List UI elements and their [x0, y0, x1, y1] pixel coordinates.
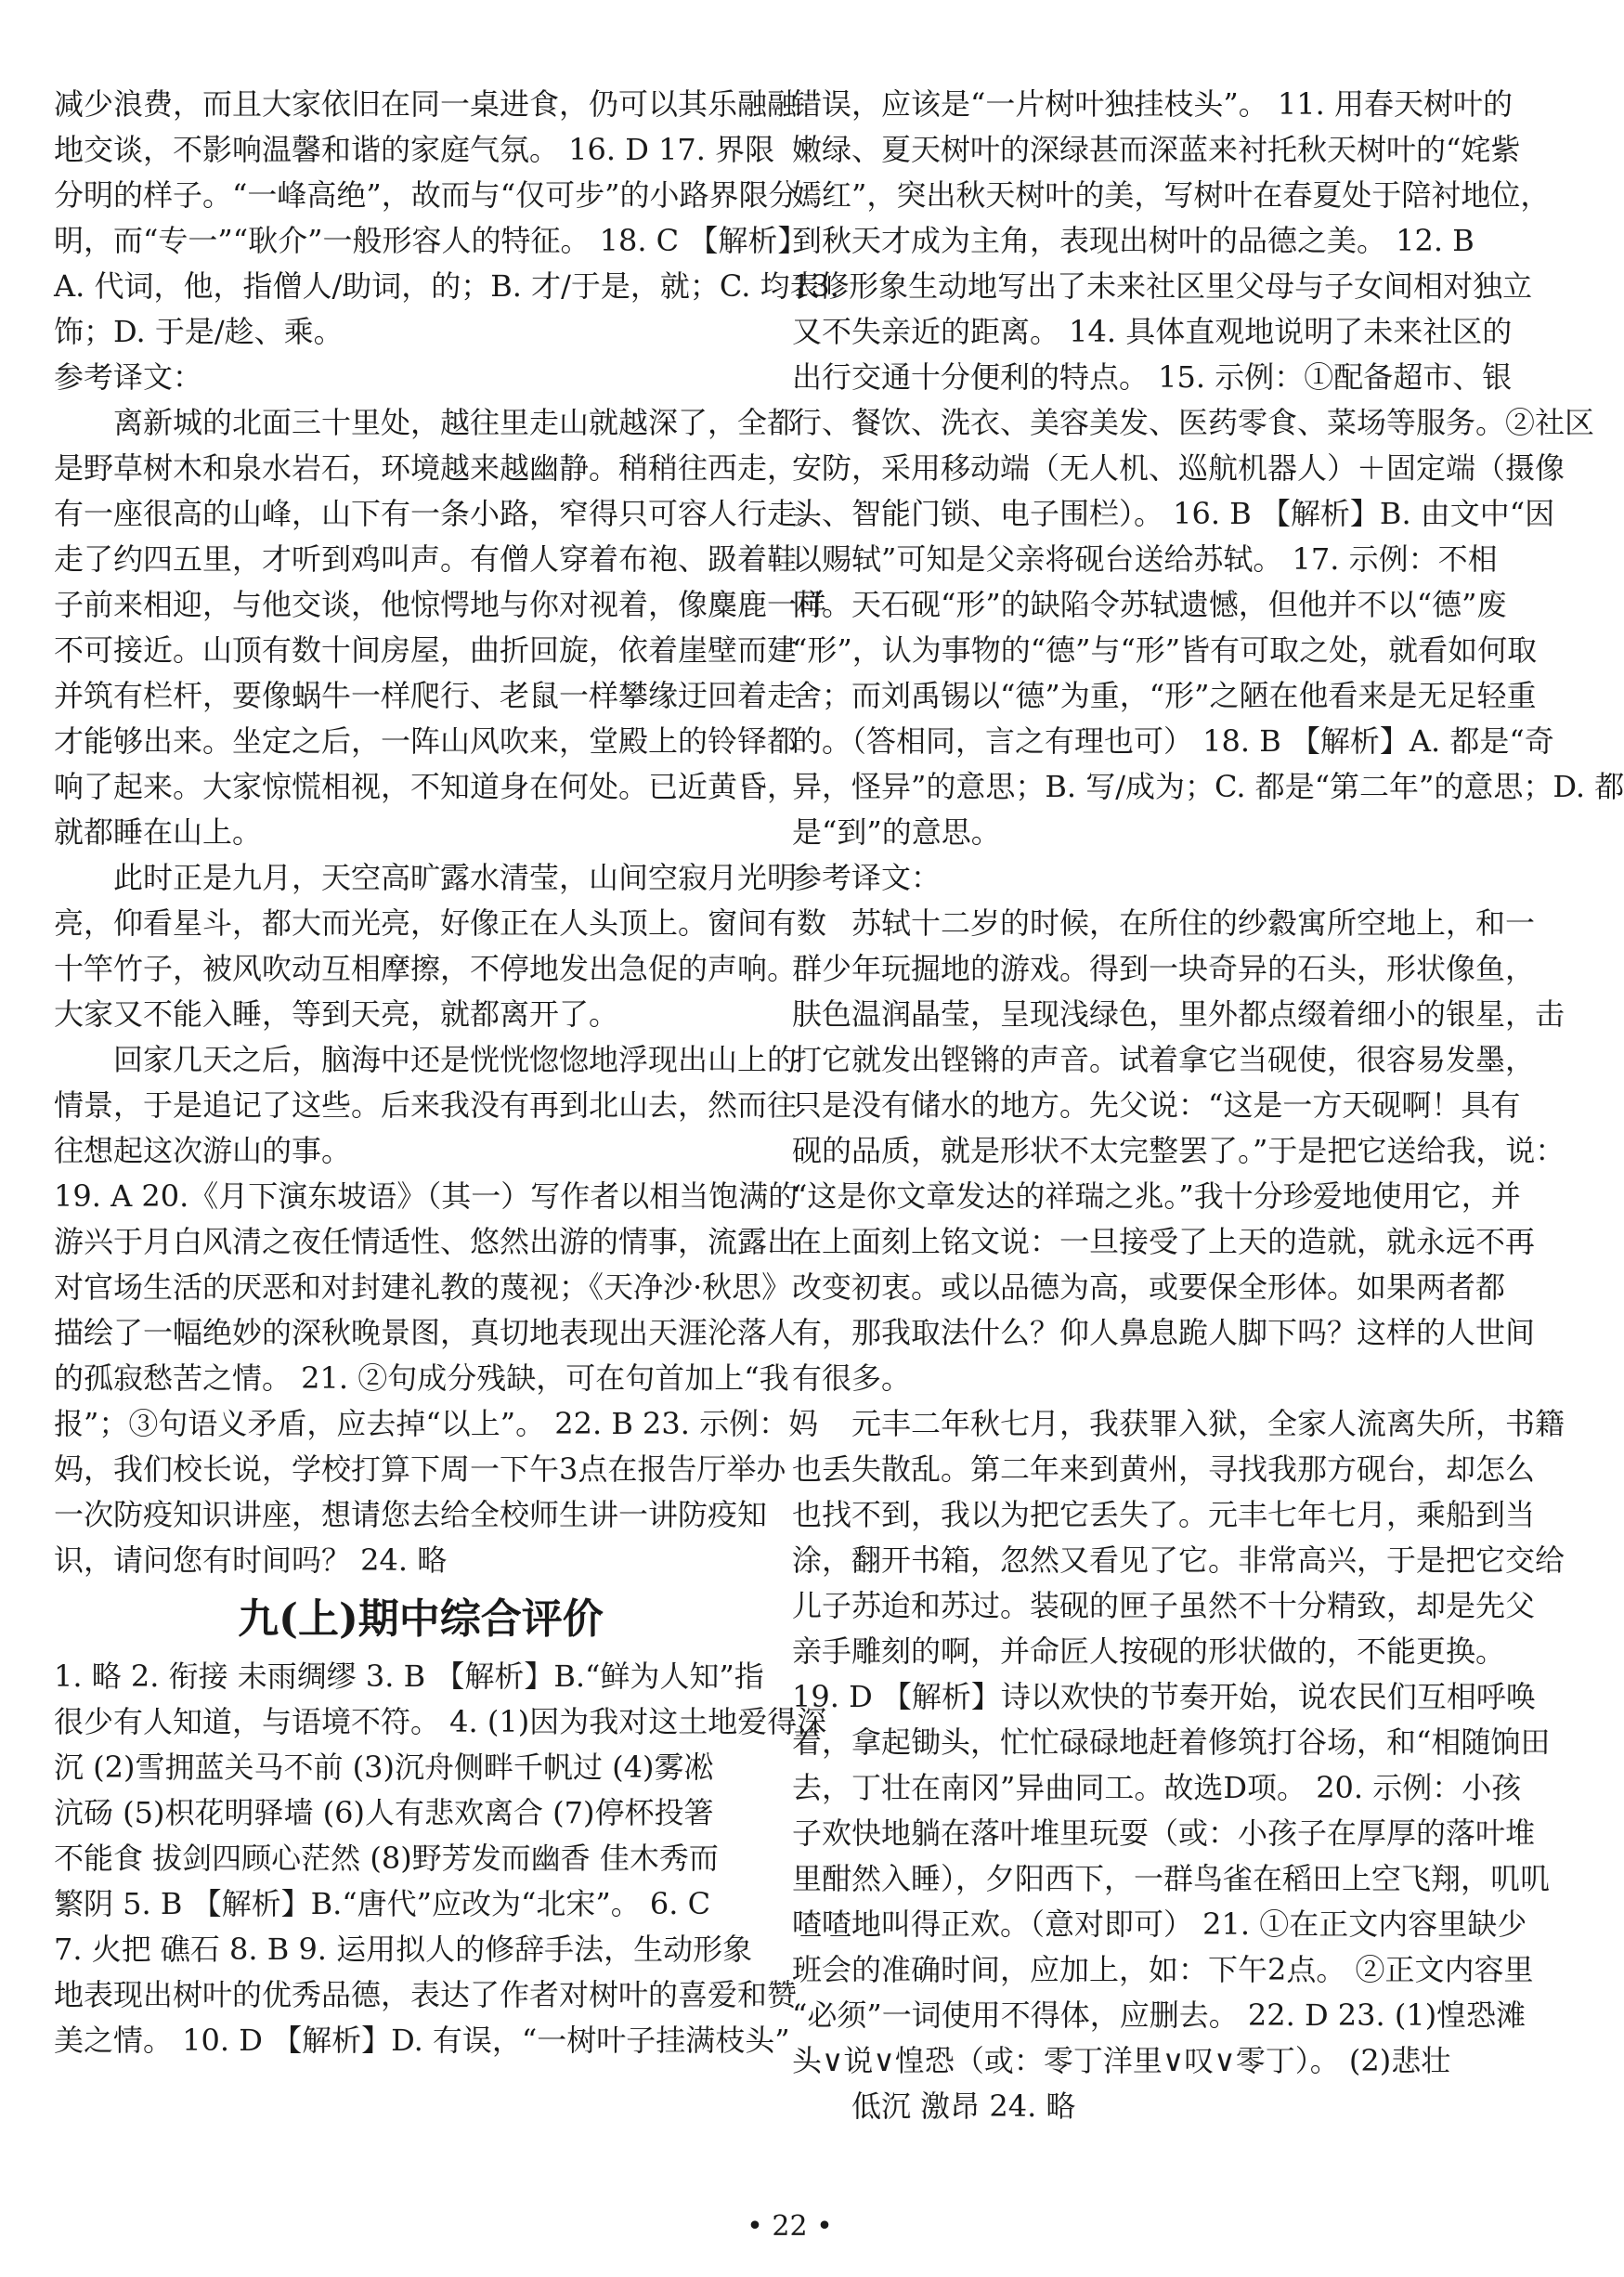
text-line: 1. 略 2. 衔接 未雨绸缪 3. B 【解析】B.“鲜为人知”指 — [54, 1659, 764, 1694]
text-line: 描绘了一幅绝妙的深秋晚景图，真切地表现出天涯沦落人 — [54, 1315, 798, 1350]
translation-label: 参考译文： — [54, 359, 203, 395]
text-line: 子欢快地躺在落叶堆里玩耍（或：小孩子在厚厚的落叶堆 — [792, 1815, 1536, 1851]
text-line: 元丰二年秋七月，我获罪入狱，全家人流离失所，书籍 — [851, 1406, 1566, 1441]
text-line: 舍；而刘禹锡以“德”为重，“形”之陋在他看来是无足轻重 — [792, 678, 1537, 713]
text-line: 明，而“专一”“耿介”一般形容人的特征。 18. C 【解析】 — [54, 223, 808, 258]
text-line: 嫣红”，突出秋天树叶的美，写树叶在春夏处于陪衬地位， — [792, 177, 1551, 213]
text-line: 只是没有储水的地方。先父说：“这是一方天砚啊！具有 — [792, 1087, 1521, 1123]
text-line: 出行交通十分便利的特点。 15. 示例：①配备超市、银 — [792, 359, 1513, 395]
text-line: 里酣然入睡），夕阳西下，一群鸟雀在稻田上空飞翔，叽叽 — [792, 1861, 1551, 1896]
text-line: “形”，认为事物的“德”与“形”皆有可取之处，就看如何取 — [792, 632, 1538, 668]
text-line: 7. 火把 礁石 8. B 9. 运用拟人的修辞手法，生动形象 — [54, 1932, 753, 1967]
text-line: A. 代词，他，指僧人/助词，的；B. 才/于是，就；C. 均表修 — [54, 268, 850, 304]
text-line: 低沉 激昂 24. 略 — [851, 2088, 1076, 2124]
translation-paragraph-1 — [792, 901, 1566, 1401]
text-line: 美之情。 10. D 【解析】D. 有误，“一树叶子挂满枝头” — [54, 2023, 790, 2058]
text-line: 嫩绿、夏天树叶的深绿甚而深蓝来衬托秋天树叶的“姹紫 — [792, 132, 1521, 167]
text-line: 繁阴 5. B 【解析】B.“唐代”应改为“北宋”。 6. C — [54, 1886, 711, 1921]
text-line: 沉 (2)雪拥蓝关马不前 (3)沉舟侧畔千帆过 (4)雾凇 — [54, 1750, 714, 1785]
translation-paragraph-1 — [54, 400, 827, 855]
text-line: 安防，采用移动端（无人机、巡航机器人）＋固定端（摄像 — [792, 450, 1566, 486]
text-line: 苏轼十二岁的时候，在所住的纱縠寓所空地上，和一 — [851, 905, 1536, 941]
text-line: 儿子苏迨和苏过。装砚的匣子虽然不十分精致，却是先父 — [792, 1588, 1536, 1623]
text-line: 是野草树木和泉水岩石，环境越来越幽静。稍稍往西走， — [54, 450, 798, 486]
text-line: 不能食 拔剑四顾心茫然 (8)野芳发而幽香 佳木秀而 — [54, 1841, 719, 1876]
text-line: 亲手雕刻的啊，并命匠人按砚的形状做的，不能更换。 — [792, 1633, 1506, 1669]
text-line: 又不失亲近的距离。 14. 具体直观地说明了未来社区的 — [792, 314, 1513, 349]
text-line: 头∨说∨惶恐（或：零丁洋里∨叹∨零丁）。 (2)悲壮 — [792, 2043, 1451, 2078]
text-line: 群少年玩掘地的游戏。得到一块奇异的石头，形状像鱼， — [792, 951, 1536, 986]
text-line: 子前来相迎，与他交谈，他惊愕地与你对视着，像麋鹿一样 — [54, 587, 827, 622]
text-line: 报”；③句语义矛盾，应去掉“以上”。 22. B 23. 示例：妈 — [54, 1406, 819, 1441]
text-line: 同。天石砚“形”的缺陷令苏轼遗憾，但他并不以“德”废 — [792, 587, 1507, 622]
text-line: 也找不到，我以为把它丢失了。元丰七年七月，乘船到当 — [792, 1497, 1536, 1532]
right-answers-block-2 — [792, 1674, 1551, 2129]
right-answers-block-1 — [792, 82, 1624, 855]
text-line: 肤色温润晶莹，呈现浅绿色，里外都点缀着细小的银星，击 — [792, 996, 1566, 1032]
text-line: 沆砀 (5)枳花明驿墙 (6)人有悲欢离合 (7)停杯投箸 — [54, 1795, 714, 1830]
text-line: 分明的样子。“一峰高绝”，故而与“仅可步”的小路界限分 — [54, 177, 799, 213]
text-line: 去，丁壮在南冈”异曲同工。故选D项。 20. 示例：小孩 — [792, 1770, 1522, 1805]
text-line: 也丢失散乱。第二年来到黄州，寻找我那方砚台，却怎么 — [792, 1451, 1536, 1487]
text-line: 游兴于月白风清之夜任情适性、悠然出游的情事，流露出 — [54, 1224, 798, 1259]
text-line: 头、智能门锁、电子围栏）。 16. B 【解析】B. 由文中“因 — [792, 496, 1555, 531]
text-line: 就都睡在山上。 — [54, 814, 263, 850]
translation-label: 参考译文： — [792, 860, 942, 895]
text-line: 地交谈，不影响温馨和谐的家庭气氛。 16. D 17. 界限 — [54, 132, 775, 167]
text-line: 错误，应该是“一片树叶独挂枝头”。 11. 用春天树叶的 — [792, 86, 1513, 122]
text-line: 对官场生活的厌恶和对封建礼教的蔑视；《天净沙·秋思》 — [54, 1269, 792, 1305]
translation-paragraph-2 — [54, 855, 827, 1037]
text-line: 以赐轼”可知是父亲将砚台送给苏轼。 17. 示例：不相 — [792, 541, 1498, 577]
text-line: 有很多。 — [792, 1360, 912, 1396]
text-line: 19. A 20.《月下演东坡语》（其一）写作者以相当饱满的 — [54, 1178, 799, 1214]
text-line: 着，拿起锄头，忙忙碌碌地赶着修筑打谷场，和“相随饷田 — [792, 1724, 1551, 1760]
text-line: 并筑有栏杆，要像蜗牛一样爬行、老鼠一样攀缘迂回着走 — [54, 678, 798, 713]
text-line: 有一座很高的山峰，山下有一条小路，窄得只可容人行走。 — [54, 496, 827, 531]
translation-paragraph-2 — [792, 1401, 1566, 1674]
left-column — [54, 82, 850, 2063]
text-line: 很少有人知道，与语境不符。 4. (1)因为我对这土地爱得深 — [54, 1704, 827, 1739]
text-line: 异，怪异”的意思；B. 写/成为；C. 都是“第二年”的意思；D. 都 — [792, 769, 1624, 804]
text-line: 在上面刻上铭文说：一旦接受了上天的造就，就永远不再 — [792, 1224, 1536, 1259]
text-line: 往想起这次游山的事。 — [54, 1133, 352, 1168]
text-line: 19. D 【解析】诗以欢快的节奏开始，说农民们互相呼唤 — [792, 1679, 1536, 1714]
text-line: 砚的品质，就是形状不太完整罢了。”于是把它送给我，说： — [792, 1133, 1566, 1168]
text-line: 此时正是九月，天空高旷露水清莹，山间空寂月光明 — [113, 860, 798, 895]
text-line: 响了起来。大家惊慌相视，不知道身在何处。已近黄昏， — [54, 769, 798, 804]
text-line: 十竿竹子，被风吹动互相摩擦，不停地发出急促的声响。 — [54, 951, 798, 986]
text-line: 回家几天之后，脑海中还是恍恍惚惚地浮现出山上的 — [113, 1042, 798, 1077]
text-line: 离新城的北面三十里处，越往里走山就越深了，全都 — [113, 405, 798, 440]
text-line: 一次防疫知识讲座，想请您去给全校师生讲一讲防疫知 — [54, 1497, 768, 1532]
text-line: 是“到”的意思。 — [792, 814, 1001, 850]
left-answers-block-2 — [54, 1174, 819, 1583]
text-line: 行、餐饮、洗衣、美容美发、医药零食、菜场等服务。②社区 — [792, 405, 1595, 440]
text-line: 大家又不能入睡，等到天亮，就都离开了。 — [54, 996, 619, 1032]
left-answers-block-1 — [54, 82, 850, 355]
text-line: 到秋天才成为主角，表现出树叶的品德之美。 12. B — [792, 223, 1475, 258]
text-line: 走了约四五里，才听到鸡叫声。有僧人穿着布袍、趿着鞋 — [54, 541, 798, 577]
text-line: 打它就发出铿锵的声音。试着拿它当砚使，很容易发墨， — [792, 1042, 1536, 1077]
text-line: 亮，仰看星斗，都大而光亮，好像正在人头顶上。窗间有数 — [54, 905, 827, 941]
text-line: 妈，我们校长说，学校打算下周一下午3点在报告厅举办 — [54, 1451, 786, 1487]
text-line: 有，那我取法什么？仰人鼻息跪人脚下吗？这样的人世间 — [792, 1315, 1536, 1350]
text-line: 的孤寂愁苦之情。 21. ②句成分残缺，可在句首加上“我 — [54, 1360, 789, 1396]
translation-paragraph-3 — [54, 1037, 798, 1174]
text-line: “这是你文章发达的祥瑞之兆。”我十分珍爱地使用它，并 — [792, 1178, 1521, 1214]
text-line: 13. 形象生动地写出了未来社区里父母与子女间相对独立 — [792, 268, 1533, 304]
text-line: 情景，于是追记了这些。后来我没有再到北山去，然而往 — [54, 1087, 798, 1123]
right-column — [792, 82, 1624, 2129]
page-number: • 22 • — [747, 2210, 833, 2243]
text-line: 喳喳地叫得正欢。（意对即可） 21. ①在正文内容里缺少 — [792, 1906, 1527, 1942]
text-line: 饰；D. 于是/趁、乘。 — [54, 314, 344, 349]
text-line: 不可接近。山顶有数十间房屋，曲折回旋，依着崖壁而建 — [54, 632, 798, 668]
text-line: 的。（答相同，言之有理也可） 18. B 【解析】A. 都是“奇 — [792, 723, 1554, 759]
left-answers-block-3 — [54, 1654, 827, 2063]
text-line: “必须”一词使用不得体，应删去。 22. D 23. (1)惶恐滩 — [792, 1997, 1527, 2033]
text-line: 识，请问您有时间吗？ 24. 略 — [54, 1542, 448, 1578]
text-line: 班会的准确时间，应加上，如：下午2点。 ②正文内容里 — [792, 1952, 1534, 1987]
text-line: 才能够出来。坐定之后，一阵山风吹来，堂殿上的铃铎都 — [54, 723, 798, 759]
text-line: 涂，翻开书箱，忽然又看见了它。非常高兴，于是把它交给 — [792, 1542, 1566, 1578]
section-title: 九(上)期中综合评价 — [238, 1595, 604, 1643]
text-line: 减少浪费，而且大家依旧在同一桌进食，仍可以其乐融融 — [54, 86, 798, 122]
text-line: 地表现出树叶的优秀品德，表达了作者对树叶的喜爱和赞 — [54, 1977, 798, 2012]
text-line: 改变初衷。或以品德为高，或要保全形体。如果两者都 — [792, 1269, 1506, 1305]
